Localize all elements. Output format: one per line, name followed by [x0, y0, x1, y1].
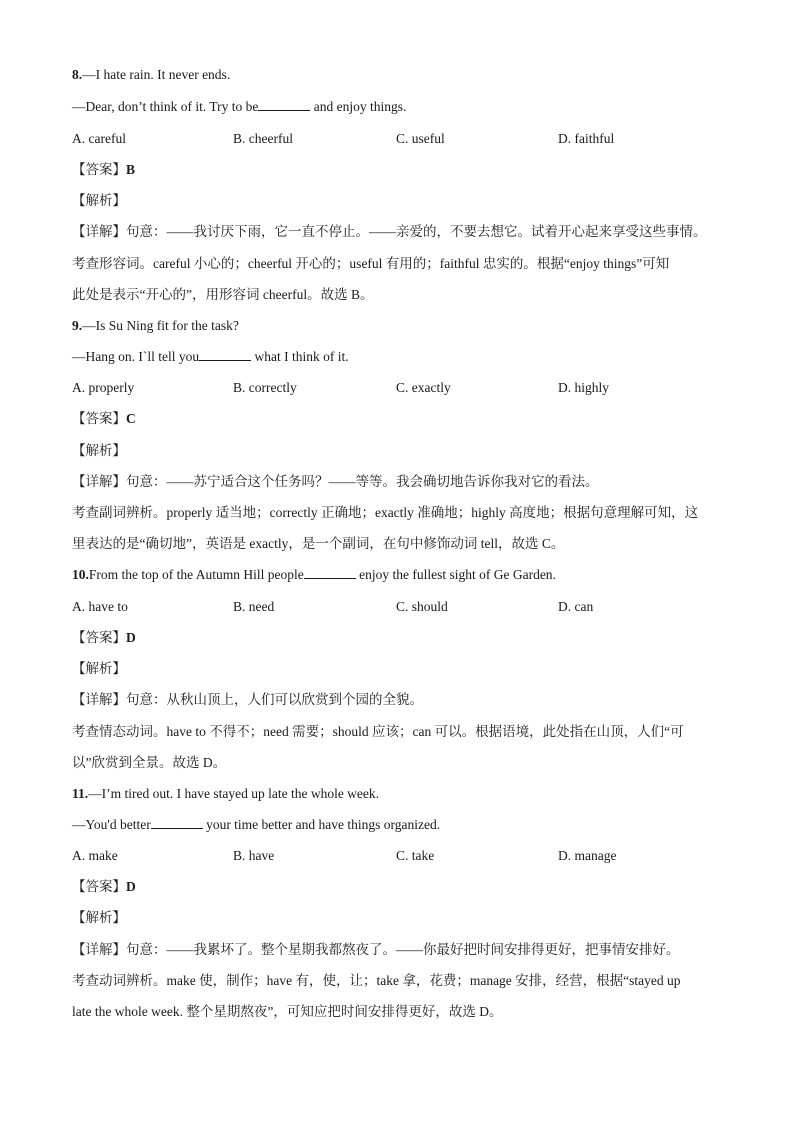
q11-detail-3: late the whole week. 整个星期熬夜”，可知应把时间安排得更好，故选 D。: [72, 1004, 503, 1019]
q8-stem-line1: [72, 66, 230, 84]
q11-stem-post: your time better and have things organized.: [202, 817, 441, 832]
q9-detail-3: 里表达的是“确切地”，英语是 exactly，是一个副词，在句中修饰动词 tell，故选 C。: [72, 536, 565, 551]
q9-blank: [199, 348, 251, 361]
q10-detail-2: 考查情态动词。have to 不得不；need 需要；should 应该；can 可以。根据语境，此处指在山顶，人们“可: [72, 724, 684, 739]
q11-answer: [72, 878, 136, 896]
q8-answer-value: B: [126, 162, 136, 177]
q9-number: 9.: [72, 318, 83, 333]
q9-stem-line1: [72, 317, 239, 335]
q10-answer: [72, 629, 136, 647]
q11-number: 11.: [72, 786, 89, 801]
q10-answer-label: 【答案】: [72, 630, 126, 645]
q10-stem-line1: [72, 566, 556, 584]
q8-option-c: C. useful: [396, 131, 445, 146]
q9-answer-label: 【答案】: [72, 411, 126, 426]
q11-stem-pre: —You'd better: [72, 817, 151, 832]
q8-analysis-label: 【解析】: [72, 193, 126, 208]
q10-stem-post: enjoy the fullest sight of Ge Garden.: [355, 567, 556, 582]
q10-answer-value: D: [126, 630, 136, 645]
q10-blank: [304, 566, 356, 579]
q11-answer-label: 【答案】: [72, 879, 126, 894]
q9-option-b: B. correctly: [233, 380, 297, 395]
q9-stem-line2: [72, 348, 349, 366]
q11-option-c: C. take: [396, 848, 435, 863]
q11-analysis-label: 【解析】: [72, 910, 126, 925]
q10-option-b: B. need: [233, 599, 275, 614]
q10-detail-3: 以”欣赏到全景。故选 D。: [72, 755, 227, 770]
q11-stem-line2: [72, 816, 440, 834]
q9-analysis-label: 【解析】: [72, 443, 126, 458]
q8-stem-text1: —I hate rain. It never ends.: [82, 67, 231, 82]
q9-stem-post: what I think of it.: [251, 349, 349, 364]
q8-answer-label: 【答案】: [72, 162, 126, 177]
q10-option-d: D. can: [558, 599, 594, 614]
q9-option-c: C. exactly: [396, 380, 451, 395]
q8-detail-1: 【详解】句意：——我讨厌下雨，它一直不停止。——亲爱的，不要去想它。试着开心起来享受这些事情。: [72, 224, 707, 239]
q8-option-d: D. faithful: [558, 131, 615, 146]
q9-option-a: A. properly: [72, 380, 135, 395]
q9-answer: [72, 410, 136, 428]
q9-stem-text1: —Is Su Ning fit for the task?: [82, 318, 239, 333]
q8-stem-post: and enjoy things.: [310, 99, 407, 114]
q11-detail-2: 考查动词辨析。make 使，制作；have 有，使，让；take 拿，花费；manage 安排，经营，根据“stayed up: [72, 973, 681, 988]
q11-option-d: D. manage: [558, 848, 617, 863]
q8-stem-pre: —Dear, don’t think of it. Try to be: [72, 99, 259, 114]
q8-number: 8.: [72, 67, 83, 82]
q11-detail-1: 【详解】句意：——我累坏了。整个星期我都熬夜了。——你最好把时间安排得更好，把事情安排好。: [72, 942, 680, 957]
q9-option-d: D. highly: [558, 380, 610, 395]
q10-detail-1: 【详解】句意：从秋山顶上，人们可以欣赏到个园的全貌。: [72, 692, 423, 707]
q9-detail-1: 【详解】句意：——苏宁适合这个任务吗？——等等。我会确切地告诉你我对它的看法。: [72, 474, 599, 489]
q8-answer: [72, 161, 135, 179]
q10-option-c: C. should: [396, 599, 448, 614]
q11-stem-line1: [72, 785, 379, 803]
q9-stem-pre: —Hang on. I`ll tell you: [72, 349, 200, 364]
q9-answer-value: C: [126, 411, 136, 426]
q8-blank: [258, 98, 310, 111]
q8-detail-3: 此处是表示“开心的”，用形容词 cheerful。故选 B。: [72, 287, 374, 302]
q11-option-b: B. have: [233, 848, 275, 863]
q8-option-b: B. cheerful: [233, 131, 293, 146]
q11-blank: [151, 816, 203, 829]
q11-answer-value: D: [126, 879, 136, 894]
q8-stem-line2: [72, 98, 406, 116]
q11-option-a: A. make: [72, 848, 118, 863]
q10-number: 10.: [72, 567, 89, 582]
q10-option-a: A. have to: [72, 599, 128, 614]
q8-detail-2: 考查形容词。careful 小心的；cheerful 开心的；useful 有用的；faithful 忠实的。根据“enjoy things”可知: [72, 256, 670, 271]
q10-analysis-label: 【解析】: [72, 661, 126, 676]
q9-detail-2: 考查副词辨析。properly 适当地；correctly 正确地；exactly 准确地；highly 高度地；根据句意理解可知，这: [72, 505, 699, 520]
q8-option-a: A. careful: [72, 131, 126, 146]
q10-stem-pre: From the top of the Autumn Hill people: [88, 567, 304, 582]
q11-stem-text1: —I’m tired out. I have stayed up late the whole week.: [88, 786, 380, 801]
